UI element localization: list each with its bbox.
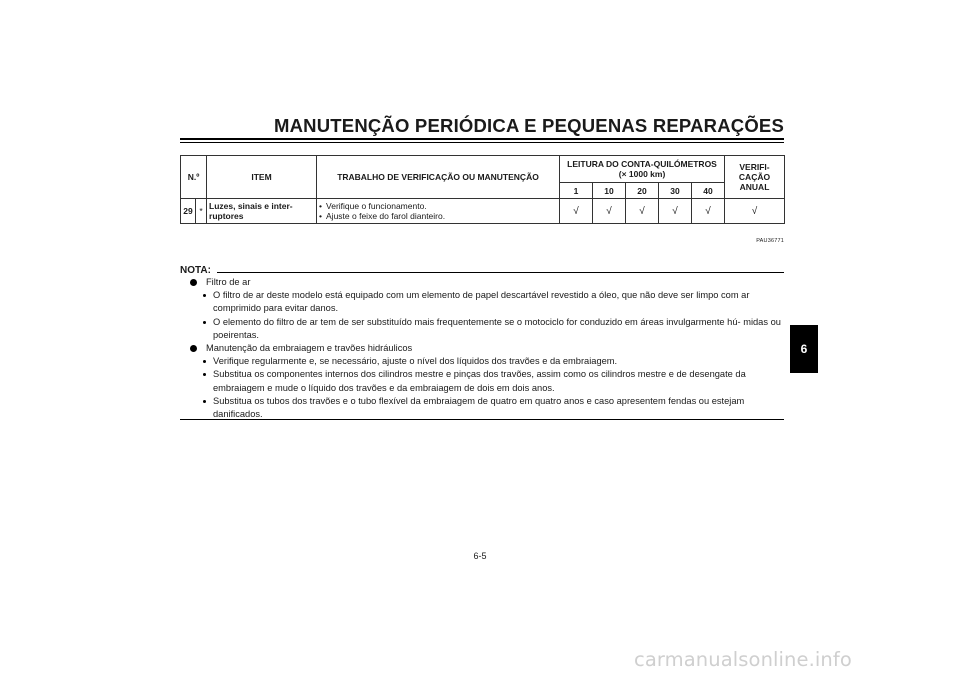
filled-circle-icon — [190, 279, 197, 286]
row-check-mark: √ — [659, 199, 692, 224]
nota-item — [180, 316, 784, 342]
nota-item-text: O elemento do filtro de ar tem de ser substituído mais frequentemente se o motociclo for conduzido em áreas invulgarmente hú- midas ou poeirentas. — [213, 316, 781, 340]
header-work: TRABALHO DE VERIFICAÇÃO OU MANUTENÇÃO — [317, 156, 560, 199]
nota-item-text: Substitua os componentes internos dos cilindros mestre e pinças dos travões, assim como os cilindros mestre e de desengate da embraiagem e mude o líquido dos travões e da embraiagem de dois em dois anos. — [213, 369, 746, 393]
row-work-line — [319, 201, 557, 211]
header-odometer-unit: (× 1000 km) — [618, 169, 666, 179]
row-check-mark: √ — [626, 199, 659, 224]
nota-rule — [217, 272, 784, 273]
row-check-mark: √ — [593, 199, 626, 224]
header-annual — [725, 156, 785, 199]
row-star-mark: * — [196, 199, 207, 224]
page-number: 6-5 — [473, 551, 487, 561]
maintenance-table — [180, 155, 785, 224]
chapter-tab: 6 — [790, 325, 818, 373]
header-odometer — [560, 156, 725, 183]
watermark: carmanualsonline.info — [634, 648, 852, 671]
nota-end-rule — [180, 419, 784, 420]
row-number: 29 — [181, 199, 196, 224]
bullet-icon: • — [319, 211, 322, 221]
bullet-icon — [203, 373, 206, 376]
nota-item — [180, 289, 784, 315]
row-check-mark: √ — [725, 199, 785, 224]
header-km-col: 20 — [626, 183, 659, 199]
nota-item-text: O filtro de ar deste modelo está equipado com um elemento de papel descartável revestido a óleo, que não deve ser limpo com ar comprimido para evitar danos. — [213, 290, 750, 314]
row-check-mark: √ — [560, 199, 593, 224]
filled-circle-icon — [190, 345, 197, 352]
nota-section-text: Manutenção da embraiagem e travões hidráulicos — [206, 343, 413, 354]
header-km-col: 10 — [593, 183, 626, 199]
page-title: MANUTENÇÃO PERIÓDICA E PEQUENAS REPARAÇÕES — [273, 115, 784, 136]
header-item: ITEM — [207, 156, 317, 199]
table-row — [181, 199, 785, 224]
row-item — [207, 199, 317, 224]
nota-item-text: Verifique regularmente e, se necessário, ajuste o nível dos líquidos dos travões e da embraiagem. — [213, 356, 618, 367]
nota-body — [180, 276, 784, 421]
row-work-text: Verifique o funcionamento. — [326, 201, 427, 211]
nota-item-text: Substitua os tubos dos travões e o tubo flexível da embraiagem de quatro em quatro anos e caso apresentem fendas ou estejam danificados. — [213, 395, 745, 420]
header-odometer-title: LEITURA DO CONTA-QUILÓMETROS — [567, 159, 717, 169]
header-km-col: 30 — [659, 183, 692, 199]
header-km-col: 40 — [692, 183, 725, 199]
title-rule — [180, 138, 784, 143]
row-item-line: Luzes, sinais e inter- — [209, 201, 293, 211]
nota-item — [180, 368, 784, 394]
header-annual-line: ANUAL — [739, 182, 770, 192]
row-work — [317, 199, 560, 224]
bullet-icon — [203, 321, 206, 324]
nota-item — [180, 355, 784, 368]
header-annual-line: CAÇÃO — [738, 172, 771, 182]
bullet-icon — [203, 294, 206, 297]
header-annual-line: VERIFI- — [739, 162, 770, 172]
row-work-line — [319, 211, 557, 221]
nota-section-text: Filtro de ar — [206, 277, 251, 287]
nota-item — [180, 395, 784, 421]
table-header-row — [181, 156, 785, 183]
nota-section-title — [180, 276, 784, 289]
row-check-mark: √ — [692, 199, 725, 224]
header-num: N.º — [181, 156, 207, 199]
nota-section-title — [180, 342, 784, 355]
bullet-icon — [203, 400, 206, 403]
header-km-col: 1 — [560, 183, 593, 199]
row-item-line: ruptores — [209, 211, 244, 221]
nota-label: NOTA: — [180, 265, 211, 276]
bullet-icon: • — [319, 201, 322, 211]
bullet-icon — [203, 360, 206, 363]
reference-code: PAU36771 — [756, 238, 784, 244]
row-work-text: Ajuste o feixe do farol dianteiro. — [326, 211, 446, 221]
